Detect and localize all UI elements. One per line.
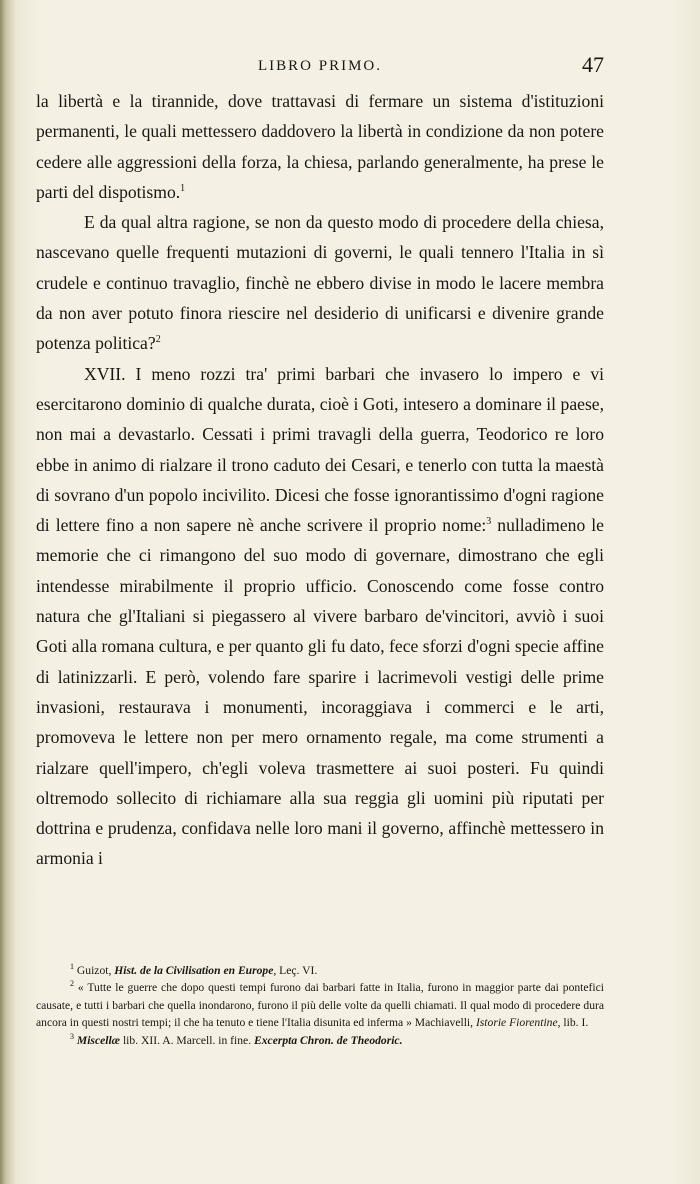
running-title: LIBRO PRIMO. <box>257 58 382 74</box>
footnote-ref: 1 <box>180 183 186 195</box>
footnote-ref: 2 <box>155 334 161 346</box>
footnote <box>36 962 604 979</box>
footnote-ref: 3 <box>486 516 492 528</box>
paragraph-text: nulladimeno le memorie che ci rimangono del suo modo di governare, dimostrano che egli intendesse mirabilmente il proprio ufficio. Conoscendo come fosse contro natura che gl'Italiani si piegassero al vivere barbaro de'vincitori, avviò i suoi Goti alla romana cultura, e per quanto gli fu dato, fece sforzi d'ogni specie affine di latinizzarli. E però, volendo fare sparire i lacrimevoli vestigi delle prime invasioni, restaurava i monumenti, incoraggiava i commerci e le arti, promoveva le lettere non per mero ornamento regale, ma come strumenti a rialzare quell'impero, ch'egli voleva trasmettere ai suoi posteri. Fu quindi oltremodo sollecito di richiamare alla sua reggia gli uomini più riputati per dottrina e prudenza, confidava nelle loro mani il governo, affinchè mettessero in armonia i <box>36 515 604 869</box>
footnotes <box>36 962 604 1049</box>
footnote-text: , lib. I. <box>557 1016 589 1030</box>
footnote-text: , Leç. VI. <box>273 964 318 977</box>
paragraph-text: E da qual altra ragione, se non da questo modo di procedere della chiesa, nascevano quelle frequenti mutazioni di governi, le quali tennero l'Italia in sì crudele e continuo travaglio, finchè ne ebbero divise in modo le lacere membra da non aver potuto finora riescire nel desiderio di unificarsi e divenire grande potenza politica? <box>36 212 604 354</box>
footnote <box>36 1032 604 1049</box>
main-text <box>36 86 604 874</box>
page-number: 47 <box>582 52 604 77</box>
paragraph-text: XVII. I meno rozzi tra' primi barbari che invasero lo impero e vi esercitarono dominio di qualche durata, cioè i Goti, intesero a dominare il paese, non mai a devastarlo. Cessati i primi travagli della guerra, Teodorico re loro ebbe in animo di rialzare il trono caduto dei Cesari, e tenerlo con tutta la maestà di sovrano d'un popolo incivilito. Dicesi che fosse ignorantissimo d'ogni ragione di lettere fino a non sapere nè anche scrivere il proprio nome: <box>36 363 604 536</box>
footnote-text: lib. XII. A. Marcell. in fine. <box>120 1033 255 1047</box>
footnote-title: Hist. de la Civilisation en Europe <box>114 964 274 977</box>
footnote-title: Excerpta Chron. de Theodoric. <box>254 1033 403 1047</box>
page-header <box>36 50 604 86</box>
paragraph <box>36 207 604 358</box>
footnote-text: « Tutte le guerre che dopo questi tempi furono dai barbari fatte in Italia, furono in maggior parte dai pontefici causate, e tutti i barbari che quella inondarono, furono il più delle volte da quelli chiamati. Il qual modo di procedere dura ancora in questi nostri tempi; il che ha tenuto e tiene l'Italia disunita ed inferma » Machiavelli, <box>36 981 604 1030</box>
paragraph <box>36 359 604 874</box>
footnote-mark: 3 <box>70 1031 74 1041</box>
footnote-mark: 1 <box>70 962 74 972</box>
footnote-mark: 2 <box>70 979 74 989</box>
footnote <box>36 979 604 1031</box>
paragraph-text: la libertà e la tirannide, dove trattavasi di fermare un sistema d'istituzioni permanenti, le quali mettessero daddovero la libertà in condizione da non potere cedere alle aggressioni della forza, la chiesa, parlando generalmente, ha prese le parti del dispotismo. <box>36 91 604 202</box>
paragraph <box>36 86 604 207</box>
footnote-text: Guizot, <box>76 964 115 977</box>
footnote-title: Miscellæ <box>76 1033 121 1047</box>
footnote-title: Istorie Fiorentine <box>475 1016 558 1030</box>
